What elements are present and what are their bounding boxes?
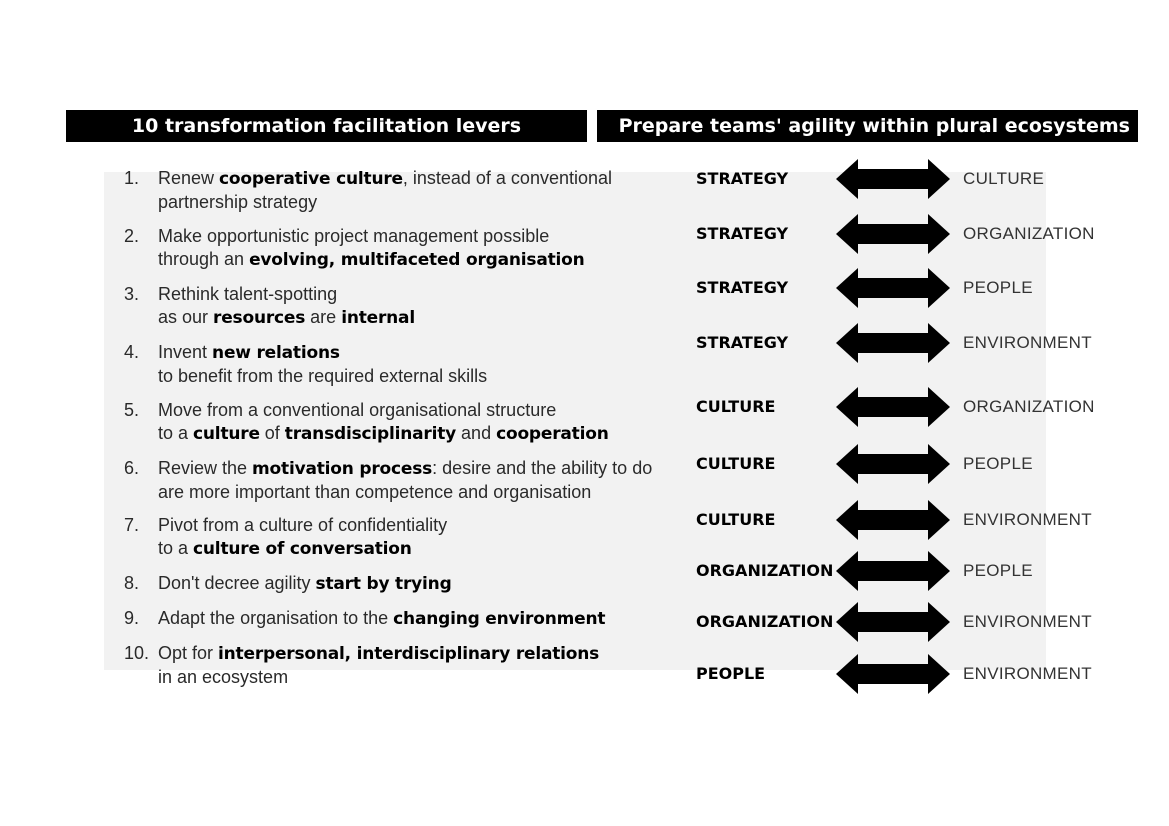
lever-text-segment: are xyxy=(305,307,342,327)
pair-left-label: STRATEGY xyxy=(696,224,789,243)
lever-text-segment: , instead of a conventional xyxy=(402,168,613,188)
pair-right-label: ENVIRONMENT xyxy=(963,510,1092,529)
lever-line xyxy=(158,306,688,330)
lever-line xyxy=(158,514,688,537)
double-arrow-icon xyxy=(836,500,950,540)
lever-text-segment: to a xyxy=(158,423,194,443)
lever-text xyxy=(158,457,688,504)
pair-left-label: CULTURE xyxy=(696,510,776,529)
lever-text-segment: to a xyxy=(158,538,194,558)
lever-highlight: evolving, multifaceted organisation xyxy=(249,250,585,270)
lever-highlight: cooperative culture xyxy=(219,169,403,189)
lever-text-segment: to benefit from the required external skills xyxy=(158,366,488,386)
lever-text-segment: Make opportunistic project management possible xyxy=(158,226,550,246)
double-arrow-icon xyxy=(836,654,950,694)
lever-text-segment: Adapt the organisation to the xyxy=(158,608,394,628)
lever-number: 3. xyxy=(124,284,140,304)
pair-left-label: STRATEGY xyxy=(696,278,789,297)
relationship-pair xyxy=(696,444,1156,484)
lever-text-segment: in an ecosystem xyxy=(158,667,289,687)
relationship-pair xyxy=(696,159,1156,199)
lever-text xyxy=(158,607,688,631)
double-arrow-icon xyxy=(836,551,950,591)
lever-text xyxy=(158,399,688,446)
double-arrow-icon xyxy=(836,444,950,484)
double-arrow-icon xyxy=(836,159,950,199)
lever-text-segment: as our xyxy=(158,307,214,327)
lever-highlight: changing environment xyxy=(393,609,606,629)
lever-text-segment: and xyxy=(456,423,497,443)
lever-text-segment: Don't decree agility xyxy=(158,573,316,593)
lever-line xyxy=(158,537,688,561)
lever-text-segment: : desire and the ability to do xyxy=(432,458,653,478)
relationship-pair xyxy=(696,500,1156,540)
lever-text-segment: Pivot from a culture of confidentiality xyxy=(158,515,448,535)
double-arrow-icon xyxy=(836,602,950,642)
pair-right-label: ENVIRONMENT xyxy=(963,612,1092,631)
lever-number: 10. xyxy=(124,643,150,663)
lever-number: 1. xyxy=(124,168,140,188)
lever-text-segment: Invent xyxy=(158,342,213,362)
lever-number: 6. xyxy=(124,458,140,478)
pair-right-label: PEOPLE xyxy=(963,561,1033,580)
lever-line xyxy=(158,248,688,272)
pair-left-label: ORGANIZATION xyxy=(696,561,834,580)
lever-text-segment: Review the xyxy=(158,458,253,478)
lever-text xyxy=(158,341,688,388)
pair-right-label: CULTURE xyxy=(963,169,1045,188)
lever-text-segment: of xyxy=(259,423,285,443)
lever-text xyxy=(158,167,688,214)
relationship-pair xyxy=(696,214,1156,254)
lever-highlight: cooperation xyxy=(496,424,609,444)
pair-right-label: ORGANIZATION xyxy=(963,397,1095,416)
lever-text xyxy=(158,225,688,272)
double-arrow-icon xyxy=(836,323,950,363)
pair-left-label: CULTURE xyxy=(696,397,776,416)
lever-line xyxy=(158,607,688,631)
pair-right-label: ENVIRONMENT xyxy=(963,333,1092,352)
lever-line xyxy=(158,422,688,446)
lever-highlight: resources xyxy=(213,308,306,328)
lever-highlight: new relations xyxy=(212,343,340,363)
lever-highlight: culture xyxy=(193,424,260,444)
lever-text-segment: Opt for xyxy=(158,643,219,663)
lever-line xyxy=(158,642,688,666)
relationship-pair xyxy=(696,387,1156,427)
ecosystems-header xyxy=(597,110,1138,142)
lever-line xyxy=(158,167,688,191)
lever-line xyxy=(158,399,688,422)
lever-highlight: motivation process xyxy=(252,459,433,479)
lever-text-segment: Renew xyxy=(158,168,220,188)
lever-text xyxy=(158,642,688,689)
pair-left-label: ORGANIZATION xyxy=(696,612,834,631)
lever-line xyxy=(158,666,688,689)
relationship-pair xyxy=(696,602,1156,642)
lever-number: 9. xyxy=(124,608,140,628)
double-arrow-icon xyxy=(836,387,950,427)
relationship-pair xyxy=(696,323,1156,363)
lever-line xyxy=(158,341,688,365)
lever-text-segment: partnership strategy xyxy=(158,192,318,212)
lever-text xyxy=(158,283,688,330)
pair-left-label: CULTURE xyxy=(696,454,776,473)
double-arrow-icon xyxy=(836,268,950,308)
pair-right-label: PEOPLE xyxy=(963,278,1033,297)
lever-number: 8. xyxy=(124,573,140,593)
lever-line xyxy=(158,191,688,214)
lever-text-segment: Rethink talent-spotting xyxy=(158,284,338,304)
relationship-pair xyxy=(696,654,1156,694)
pair-left-label: STRATEGY xyxy=(696,333,789,352)
lever-number: 5. xyxy=(124,400,140,420)
relationship-pair xyxy=(696,268,1156,308)
lever-line xyxy=(158,457,688,481)
lever-text-segment: are more important than competence and organisation xyxy=(158,482,592,502)
lever-highlight: interpersonal, interdisciplinary relations xyxy=(218,644,600,664)
lever-text-segment: through an xyxy=(158,249,250,269)
levers-header xyxy=(66,110,587,142)
lever-highlight: culture of conversation xyxy=(193,539,412,559)
lever-text-segment: Move from a conventional organisational structure xyxy=(158,400,557,420)
levers-header-title: 10 transformation facilitation levers xyxy=(131,115,522,137)
lever-number: 7. xyxy=(124,515,140,535)
pair-left-label: PEOPLE xyxy=(696,664,766,683)
ecosystems-header-title: Prepare teams' agility within plural ecosystems xyxy=(618,115,1130,137)
lever-text xyxy=(158,514,688,561)
lever-line xyxy=(158,225,688,248)
pair-right-label: ORGANIZATION xyxy=(963,224,1095,243)
lever-line xyxy=(158,365,688,388)
lever-number: 4. xyxy=(124,342,140,362)
pair-right-label: ENVIRONMENT xyxy=(963,664,1092,683)
lever-highlight: internal xyxy=(341,308,415,328)
lever-line xyxy=(158,481,688,504)
double-arrow-icon xyxy=(836,214,950,254)
pair-left-label: STRATEGY xyxy=(696,169,789,188)
lever-line xyxy=(158,572,688,596)
lever-highlight: transdisciplinarity xyxy=(284,424,457,444)
lever-line xyxy=(158,283,688,306)
pair-right-label: PEOPLE xyxy=(963,454,1033,473)
lever-number: 2. xyxy=(124,226,140,246)
relationship-pair xyxy=(696,551,1156,591)
lever-highlight: start by trying xyxy=(315,574,452,594)
lever-text xyxy=(158,572,688,596)
